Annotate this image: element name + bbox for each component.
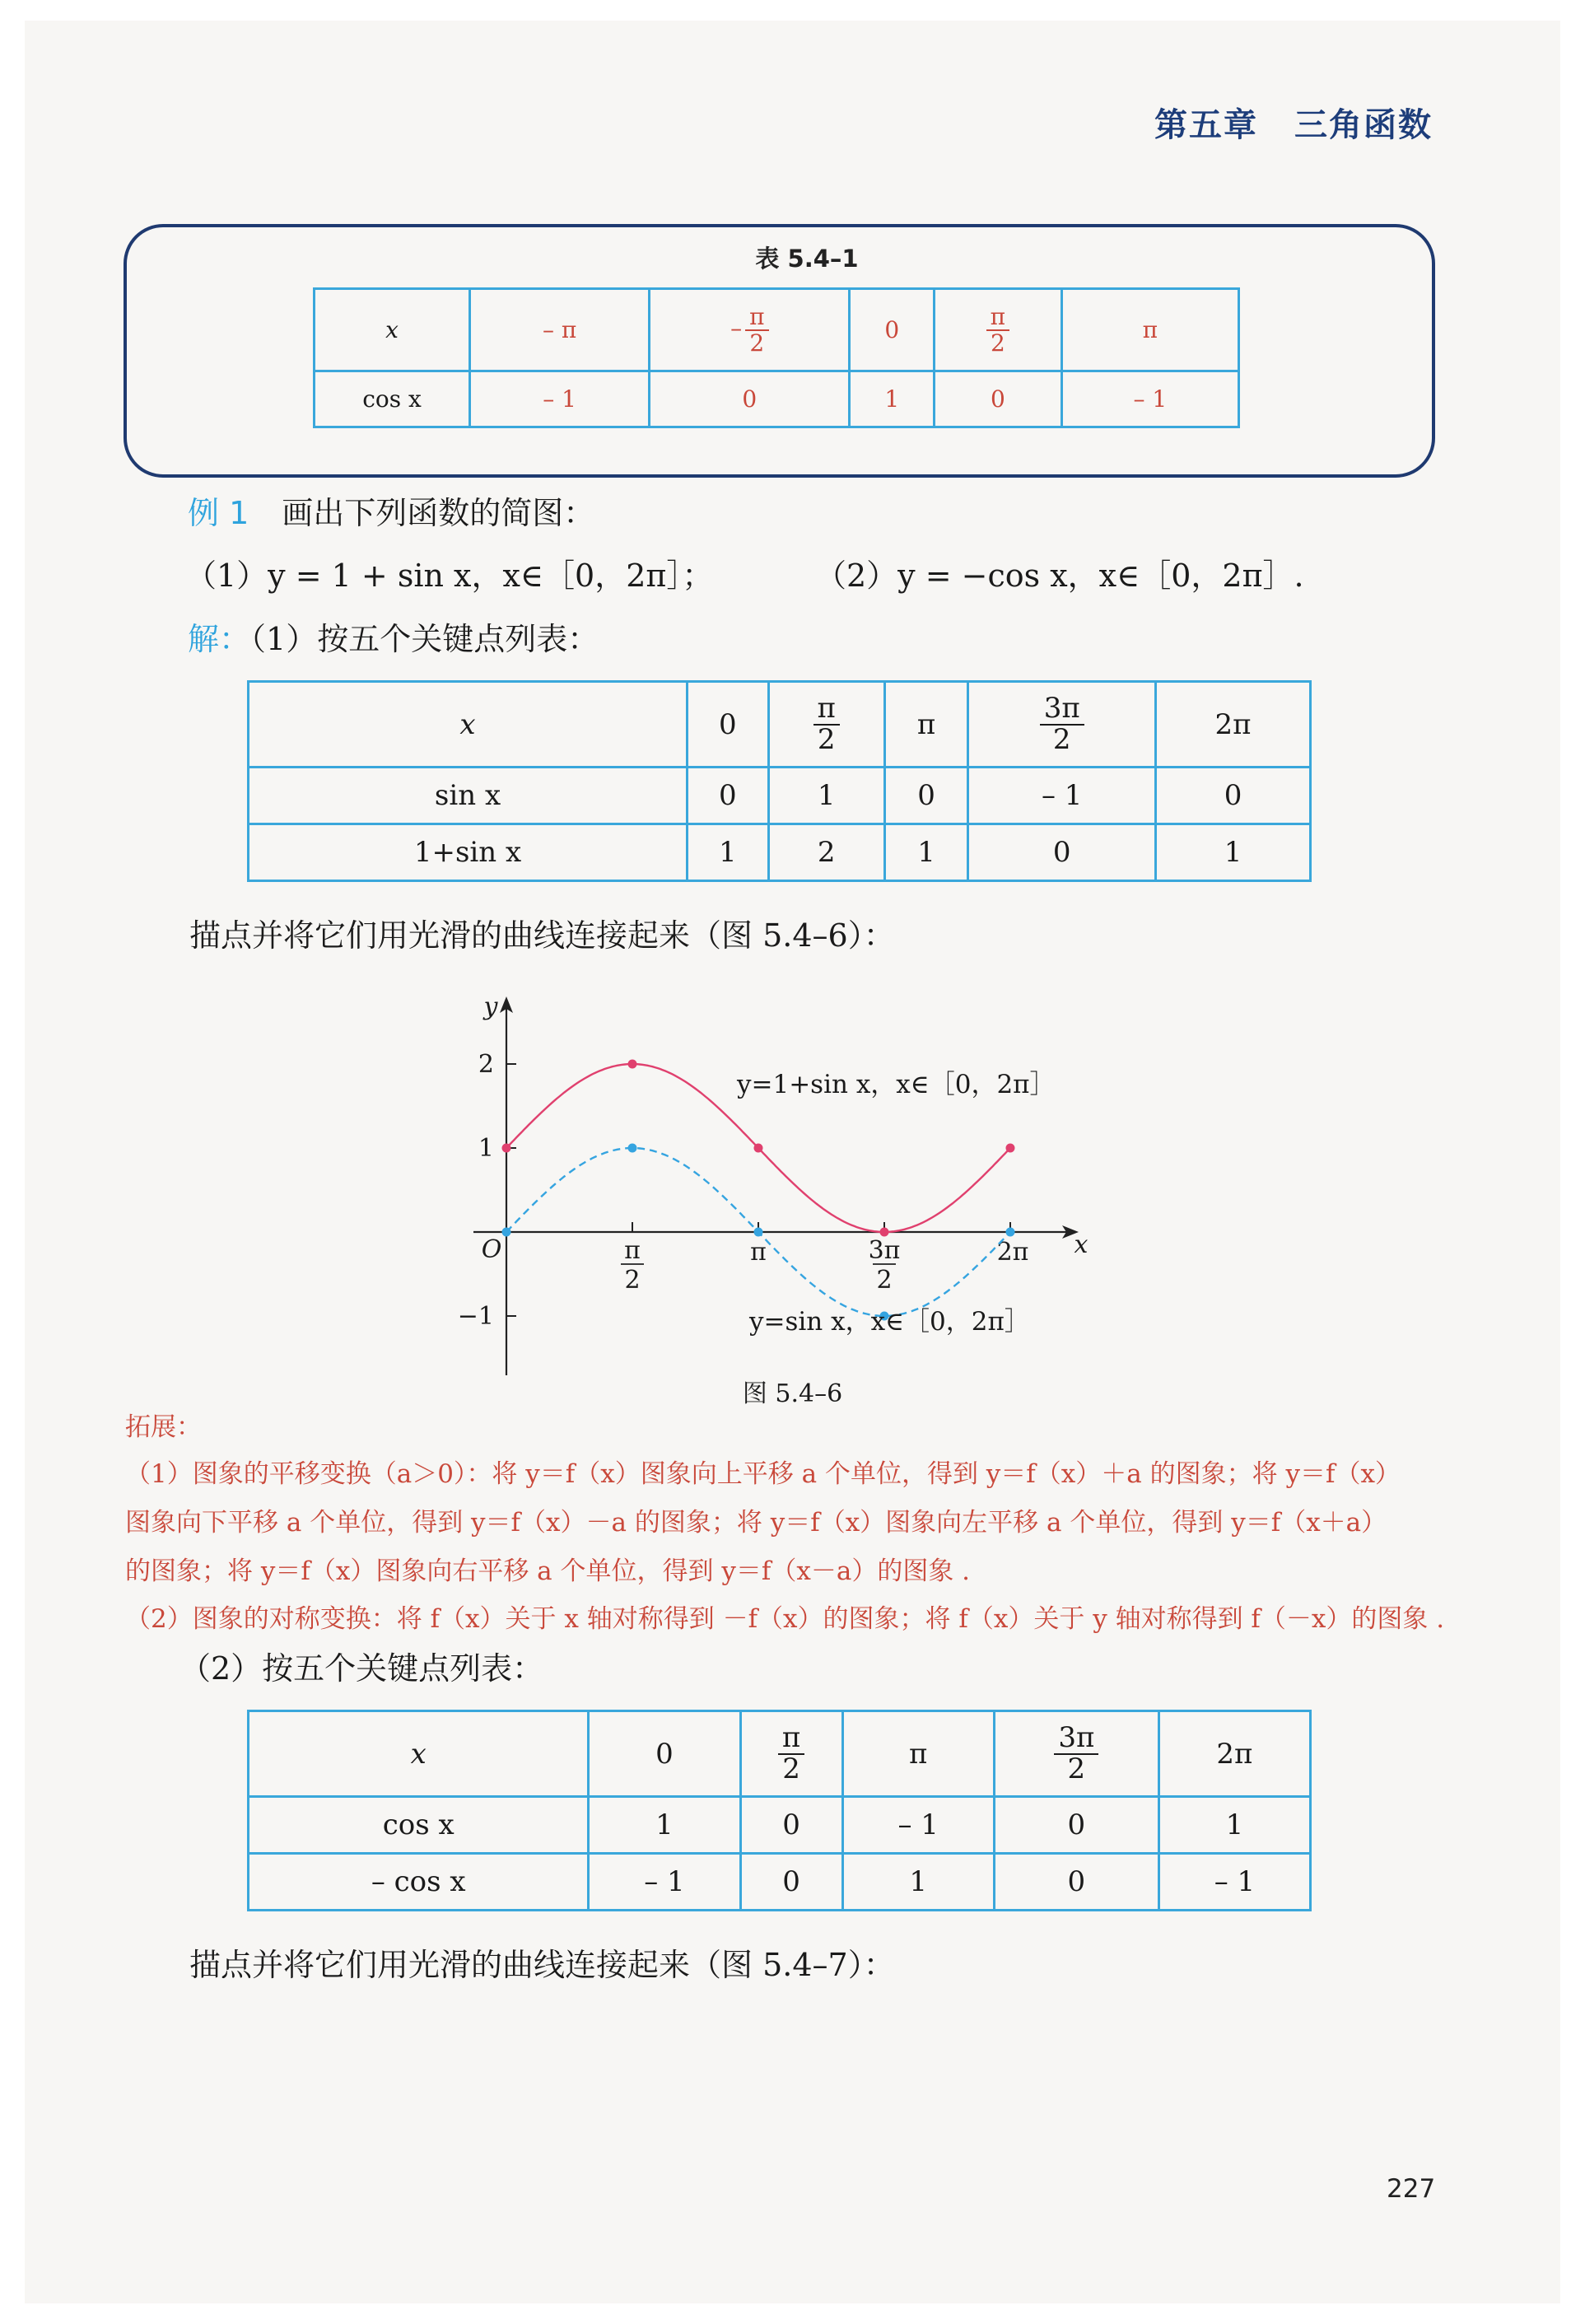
table-row: [249, 824, 1311, 881]
extension-title: 拓展：: [125, 1412, 202, 1442]
row-label-cos: cos x: [315, 371, 470, 427]
origin-label: O: [481, 1235, 502, 1264]
data-point: [627, 1144, 636, 1153]
table-cell: 0: [589, 1711, 740, 1797]
table-cell: 0: [650, 371, 850, 427]
table-cell: 1: [688, 824, 769, 881]
table-row: [249, 1797, 1311, 1854]
table-cell: – 1: [470, 371, 650, 427]
table-caption: 表 5.4–1: [755, 245, 859, 273]
x-axis-label: x: [1074, 1230, 1089, 1259]
x-tick-label: π: [750, 1238, 767, 1267]
extension-p1-line2: 图象向下平移 a 个单位，得到 y＝f（x）－a 的图象；将 y＝f（x）图象向左平移 a 个单位，得到 y＝f（x＋a）: [125, 1508, 1387, 1538]
table-cell: 0: [884, 768, 967, 824]
solution-step-1: （1）按五个关键点列表：: [250, 621, 599, 657]
data-point: [1005, 1144, 1014, 1153]
table-cell: 0: [740, 1797, 842, 1854]
example-prompt: 画出下列函数的简图：: [282, 495, 595, 531]
key-points-table-1: [247, 680, 1312, 882]
chapter-title: 三角函数: [1294, 106, 1433, 144]
table-cell: – 1: [842, 1797, 994, 1854]
row-label-x: x: [315, 289, 470, 371]
solution-line: [188, 614, 599, 659]
table-cell: 2π: [1156, 682, 1311, 768]
table-cell: 1: [1156, 824, 1311, 881]
table-cell: π: [1061, 289, 1238, 371]
data-point: [502, 1228, 511, 1237]
solution-label: 解：: [188, 621, 251, 657]
table-cell: sin x: [249, 768, 688, 824]
instruction-figure-5-4-7: 描点并将它们用光滑的曲线连接起来（图 5.4–7）：: [189, 1947, 895, 1983]
x-tick-label: π: [624, 1236, 641, 1265]
extension-p2: （2）图象的对称变换：将 f（x）关于 x 轴对称得到 －f（x）的图象；将 f（x）关于 y 轴对称得到 f（－x）的图象 .: [125, 1604, 1445, 1634]
table-cell: 0: [740, 1854, 842, 1911]
extension-p1-line1: （1）图象的平移变换（a＞0）：将 y＝f（x）图象向上平移 a 个单位，得到 y＝f（x）＋a 的图象；将 y＝f（x）: [125, 1459, 1401, 1489]
x-tick-label: 2: [876, 1266, 893, 1295]
table-cell: 0: [994, 1854, 1158, 1911]
table-cell: π: [842, 1711, 994, 1797]
table-cell: 0: [688, 682, 769, 768]
figure-5-4-6-chart: [412, 976, 1120, 1412]
page-number: 227: [1387, 2174, 1436, 2204]
y-axis-label: y: [483, 992, 498, 1021]
table-cell: 1: [1158, 1797, 1310, 1854]
table-cell: $\frac{3\pi}{2}$: [968, 682, 1156, 768]
table-cell: – 1: [1158, 1854, 1310, 1911]
table-cell: 0: [688, 768, 769, 824]
table-cell: $\frac{\pi}{2}$: [935, 289, 1062, 371]
extension-p1-line3: 的图象；将 y＝f（x）图象向右平移 a 个单位，得到 y＝f（x－a）的图象 .: [125, 1556, 971, 1586]
table-cell: 1: [842, 1854, 994, 1911]
table-cell: 0: [1156, 768, 1311, 824]
chapter-header: [1154, 99, 1433, 146]
data-point: [627, 1060, 636, 1069]
table-row: [249, 1854, 1311, 1911]
table-cell: 2: [768, 824, 884, 881]
table-cell: 1+sin x: [249, 824, 688, 881]
table-cell: 1: [884, 824, 967, 881]
table-row: [249, 1711, 1311, 1797]
data-point: [753, 1144, 762, 1153]
example-part-1: （1）y = 1 + sin x，x∈［0，2π］；: [185, 558, 714, 594]
table-cell: cos x: [249, 1797, 589, 1854]
table-5-4-1: [313, 287, 1240, 428]
table-cell: – 1: [1061, 371, 1238, 427]
series-label-sin: y=sin x，x∈［0，2π］: [749, 1307, 1030, 1337]
table-cell: π: [884, 682, 967, 768]
series-label-1-plus-sin: y=1+sin x，x∈［0，2π］: [737, 1070, 1056, 1099]
instruction-figure-5-4-6: 描点并将它们用光滑的曲线连接起来（图 5.4–6）：: [189, 917, 895, 954]
key-points-table-2: [247, 1710, 1312, 1911]
table-cell: 0: [994, 1797, 1158, 1854]
table-cell: x: [249, 682, 688, 768]
table-cell: 0: [850, 289, 935, 371]
table-cell: $\frac{3\pi}{2}$: [994, 1711, 1158, 1797]
table-cell: 1: [850, 371, 935, 427]
table-cell: – $\frac{\pi}{2}$: [650, 289, 850, 371]
table-cell: x: [249, 1711, 589, 1797]
table-cell: 1: [589, 1797, 740, 1854]
data-point: [502, 1144, 511, 1153]
y-tick-label: 1: [478, 1134, 494, 1163]
y-tick-label: 2: [478, 1050, 494, 1079]
x-tick-label: 2: [624, 1266, 641, 1295]
table-cell: 0: [935, 371, 1062, 427]
table-row: [315, 371, 1239, 427]
y-tick-label: −1: [457, 1302, 494, 1331]
table-cell: – π: [470, 289, 650, 371]
table-cell: $\frac{\pi}{2}$: [768, 682, 884, 768]
solution-step-2: （2）按五个关键点列表：: [179, 1650, 544, 1687]
table-row: [315, 289, 1239, 371]
data-point: [1005, 1228, 1014, 1237]
table-cell: – 1: [968, 768, 1156, 824]
data-point: [753, 1228, 762, 1237]
figure-caption: 图 5.4–6: [742, 1379, 843, 1408]
table-cell: – cos x: [249, 1854, 589, 1911]
table-row: [249, 768, 1311, 824]
example-heading: [188, 488, 594, 533]
example-part-2: （2）y = −cos x，x∈［0，2π］.: [815, 558, 1304, 594]
table-cell: 0: [968, 824, 1156, 881]
table-cell: 1: [768, 768, 884, 824]
table-cell: $\frac{\pi}{2}$: [740, 1711, 842, 1797]
chapter-number: 第五章: [1154, 106, 1258, 144]
x-tick-label: 3π: [868, 1236, 901, 1265]
table-cell: – 1: [589, 1854, 740, 1911]
x-tick-label: 2π: [996, 1238, 1029, 1267]
table-cell: 2π: [1158, 1711, 1310, 1797]
example-label: 例 1: [188, 495, 249, 531]
data-point: [879, 1228, 888, 1237]
table-row: [249, 682, 1311, 768]
